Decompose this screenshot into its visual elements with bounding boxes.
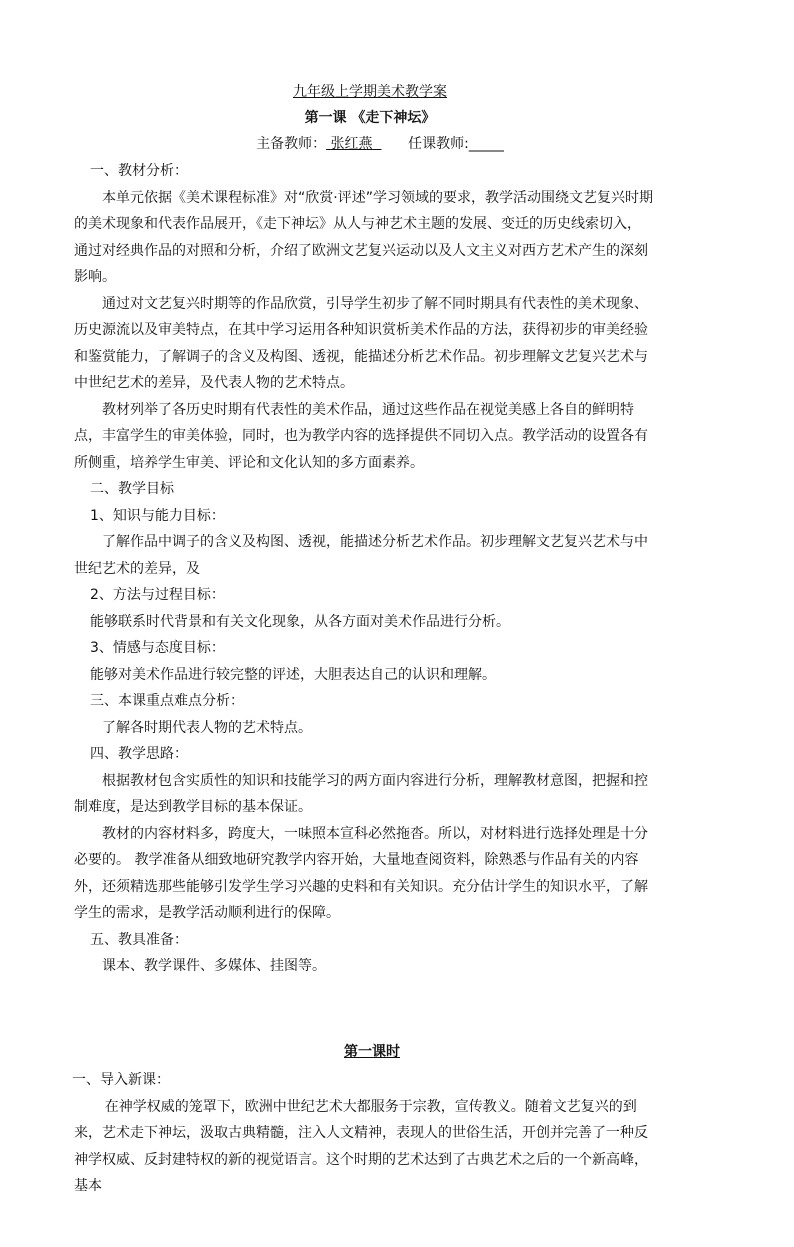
lesson-body <box>74 1067 654 1200</box>
paragraph: 本单元依据《美术课程标准》对“欣赏·评述”学习领域的要求，教学活动围绕文艺复兴时期的美术现象和代表作品展开，《走下神坛》从人与神艺术主题的发展、变迁的历史线索切入，通过对经典作品的对照和分析，介绍了欧洲文艺复兴运动以及人文主义对西方艺术产生的深刻影响。 <box>74 189 653 285</box>
section-heading-textbook-analysis: 一、教材分析： <box>90 163 188 179</box>
paragraph: 教材的内容材料多，跨度大，一味照本宣科必然拖沓。所以，对材料进行选择处理是十分必要的。 教学准备从细致地研究教学内容开始，大量地查阅资料，除熟悉与作品有关的内容外，还须精选那些能够引发学生学习兴趣的史料和有关知识。充分估计学生的知识水平，了解学生的需求，是教学活动顺利进行的保障。 <box>74 825 648 921</box>
teacher-line <box>0 134 760 154</box>
document-content <box>74 158 654 980</box>
paragraph: 了解作品中调子的含义及构图、透视，能描述分析艺术作品。初步理解文艺复兴艺术与中世纪艺术的差异，及 <box>74 534 648 577</box>
lesson-period-heading: 第一课时 <box>344 1044 400 1060</box>
section-heading-key-points: 三、本课重点难点分析： <box>90 693 244 709</box>
section-heading-teaching-aids: 五、教具准备： <box>90 931 188 948</box>
subheading-emotion-attitude: 3、情感与态度目标： <box>90 640 225 656</box>
document-title: 九年级上学期美术教学案 <box>293 84 447 100</box>
paragraph: 通过对文艺复兴时期等的作品欣赏，引导学生初步了解不同时期具有代表性的美术现象、历史源流以及审美特点，在其中学习运用各种知识赏析美术作品的方法，获得初步的审美经验和鉴赏能力，了解调子的含义及构图、透视，能描述分析艺术作品。初步理解文艺复兴艺术与中世纪艺术的差异，及代表人物的艺术特点。 <box>74 295 648 391</box>
paragraph: 在神学权威的笼罩下，欧洲中世纪艺术大都服务于宗教，宣传教义。随着文艺复兴的到来，艺术走下神坛，汲取古典精髓，注入人文精神，表现人的世俗生活，开创并完善了一种反神学权威、反封建特权的新的视觉语言。这个时期的艺术达到了古典艺术之后的一个新高峰，基本 <box>74 1098 648 1194</box>
paragraph: 能够联系时代背景和有关文化现象，从各方面对美术作品进行分析。 <box>90 613 510 630</box>
course-teacher-blank: _____ <box>468 136 504 152</box>
paragraph: 课本、教学课件、多媒体、挂图等。 <box>102 958 326 974</box>
paragraph: 能够对美术作品进行较完整的评述，大胆表达自己的认识和理解。 <box>90 666 496 683</box>
subheading-knowledge-ability: 1、知识与能力目标： <box>90 507 225 524</box>
paragraph: 了解各时期代表人物的艺术特点。 <box>102 719 312 736</box>
main-teacher-name <box>326 136 381 152</box>
subheading-method-process: 2、方法与过程目标： <box>90 587 225 603</box>
paragraph: 根据教材包含实质性的知识和技能学习的两方面内容进行分析，理解教材意图，把握和控制难度，是达到教学目标的基本保证。 <box>74 772 648 815</box>
lesson-title: 第一课 《走下神坛》 <box>304 110 436 126</box>
section-heading-teaching-ideas: 四、教学思路： <box>90 746 188 762</box>
section-heading-teaching-goals: 二、教学目标 <box>90 481 174 497</box>
main-teacher-name-text: 张红燕 <box>330 136 373 152</box>
section-heading-introduction: 一、导入新课： <box>72 1072 170 1088</box>
course-teacher-label: 任课教师: <box>408 136 469 152</box>
paragraph: 教材列举了各历史时期有代表性的美术作品，通过这些作品在视觉美感上各自的鲜明特点，丰富学生的审美体验，同时，也为教学内容的选择提供不同切入点。教学活动的设置各有所侧重，培养学生审美、评论和文化认知的多方面素养。 <box>74 401 648 471</box>
main-teacher-label: 主备教师： <box>256 136 327 152</box>
